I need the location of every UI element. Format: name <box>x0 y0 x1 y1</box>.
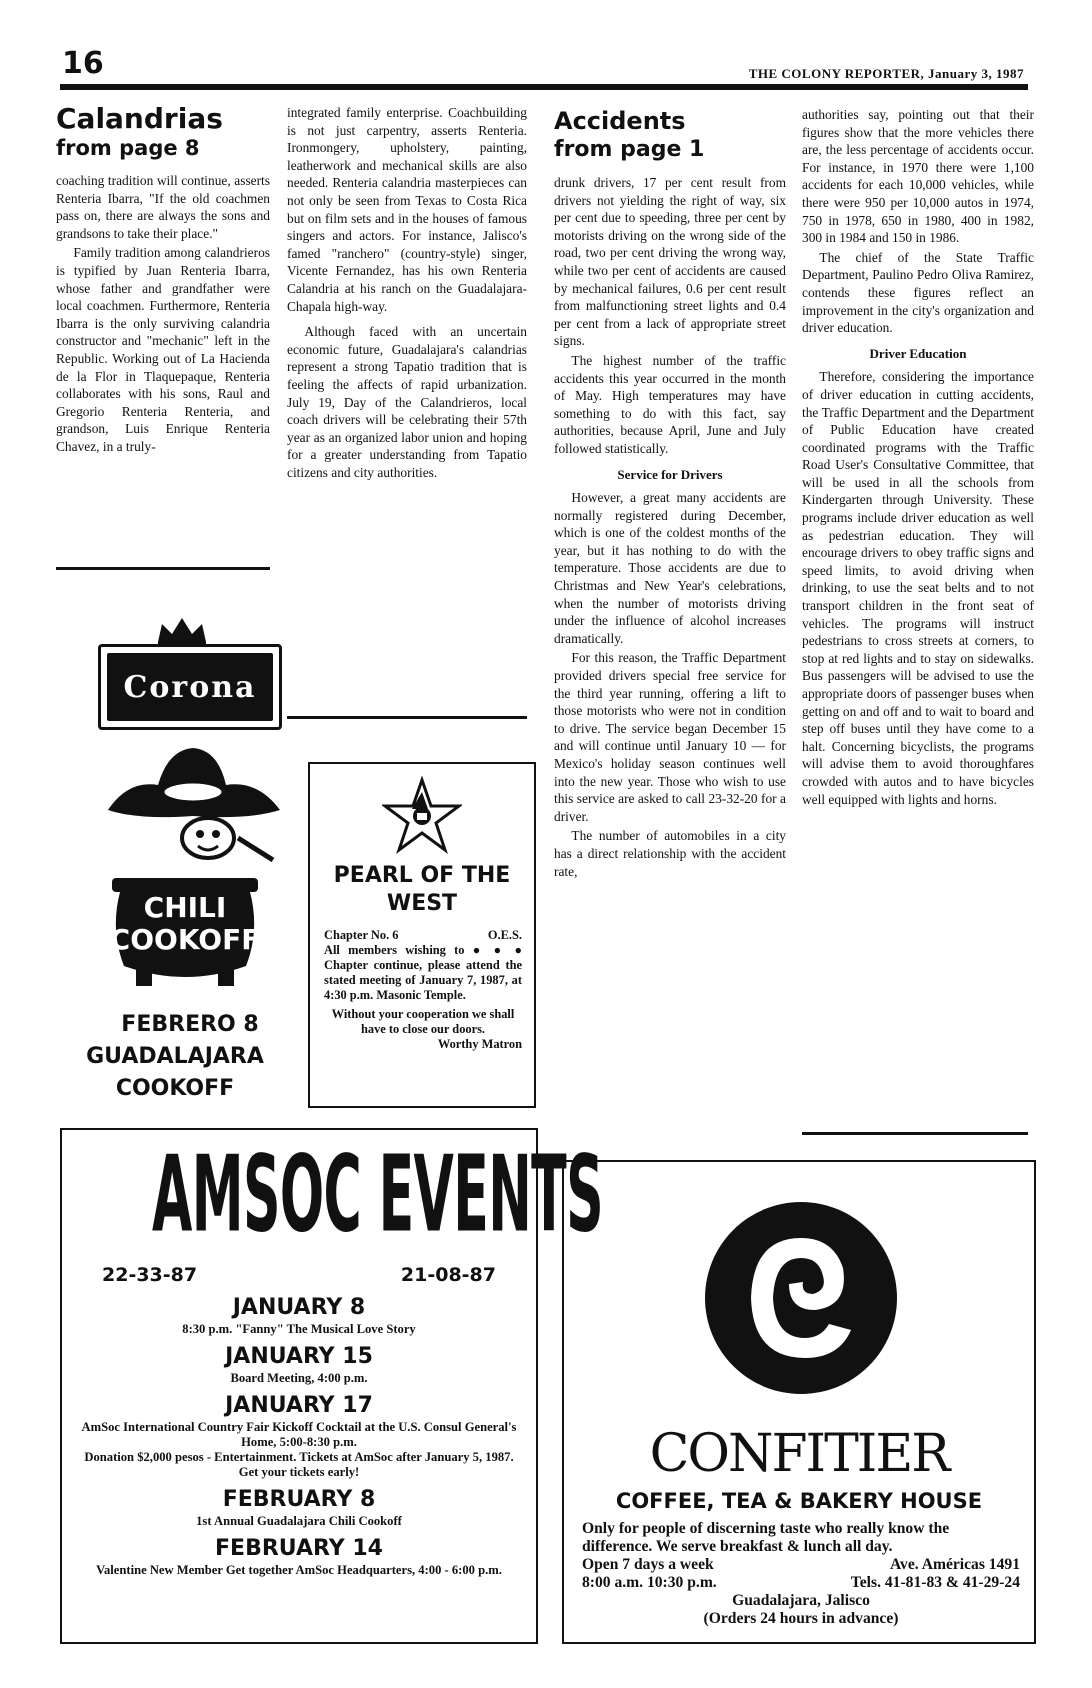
amsoc-event-detail: 8:30 p.m. "Fanny" The Musical Love Story <box>182 1322 416 1336</box>
confitier-open-days: Open 7 days a week <box>582 1556 714 1573</box>
subhead-service-for-drivers: Service for Drivers <box>617 466 723 482</box>
sombrero-chili-mascot-icon <box>98 740 288 870</box>
confitier-tagline: Only for people of discerning taste who really know the difference. We serve breakfast & lunch all day. <box>582 1520 950 1555</box>
confitier-hours: 8:00 a.m. 10:30 p.m. <box>582 1574 717 1591</box>
article-paragraph: However, a great many accidents are normally registered during December, which is one of the coldest months of the year, but it has nothing to do with the temperature. Those accidents are due to Christmas and New Year's celebrations, when the number of motorists driving under the influence of alcohol increases dramatically. <box>554 490 786 646</box>
confitier-subtitle: COFFEE, TEA & BAKERY HOUSE <box>615 1489 983 1513</box>
pearl-signature: Worthy Matron <box>437 1037 522 1051</box>
accidents-column-1 <box>554 106 786 882</box>
pearl-title: PEARL OF THE WEST <box>333 863 511 916</box>
confitier-orders: (Orders 24 hours in advance) <box>703 1610 899 1627</box>
amsoc-event <box>74 1392 524 1480</box>
header-rule <box>60 84 1028 90</box>
article-paragraph: coaching tradition will continue, asserts Renteria Ibarra, "If the old coachmen pass on, there are always the sons and grandsons to take their place." <box>56 173 270 241</box>
calandrias-headline: Calandrias <box>56 102 223 135</box>
pearl-chapter-line <box>324 928 522 943</box>
column-rule <box>802 1132 1028 1135</box>
confitier-address: Ave. Américas 1491 <box>889 1556 1020 1573</box>
confitier-city: Guadalajara, Jalisco <box>732 1592 870 1609</box>
pot-label <box>98 892 272 956</box>
confitier-row <box>582 1556 1020 1574</box>
article-paragraph: The chief of the State Traffic Department, Paulino Pedro Oliva Ramirez, contends these figures reflect an improvement in the city's organization and driver education. <box>802 249 1034 336</box>
calandrias-column-1 <box>56 104 270 458</box>
confitier-name: CONFITIER <box>649 1424 949 1484</box>
article-paragraph: authorities say, pointing out that their figures show that the more vehicles there are, the less percentage of accidents occur. For instance, in 1970 there were 1,100 accidents for each 10,000 vehicles, while there were 950 per 10,000 autos in 1974, 750 in 1978, 650 in 1980, 400 in 1982, 300 in 1984 and 150 in 1986. <box>802 107 1034 246</box>
amsoc-event-detail: Board Meeting, 4:00 p.m. <box>230 1371 368 1385</box>
article-paragraph: The number of automobiles in a city has a direct relationship with the accident rate, <box>554 828 786 879</box>
amsoc-event <box>74 1294 524 1337</box>
amsoc-event-month: JANUARY 8 <box>232 1295 366 1320</box>
amsoc-title: AMSOC EVENTS <box>152 1132 603 1256</box>
corona-brand: Corona <box>107 653 273 721</box>
accidents-kicker: from page 1 <box>554 137 705 162</box>
amsoc-event-detail: 1st Annual Guadalajara Chili Cookoff <box>196 1514 402 1528</box>
confitier-logo-icon <box>701 1198 901 1398</box>
pearl-closing: Without your cooperation we shall have to close our doors. <box>331 1007 515 1036</box>
pearl-chapter: Chapter No. 6 <box>324 928 399 942</box>
calandrias-column-2 <box>287 104 527 483</box>
amsoc-event-detail: Valentine New Member Get together AmSoc Headquarters, 4:00 - 6:00 p.m. <box>96 1563 502 1577</box>
pearl-notice: All members wishing to ● ● ● Chapter continue, please attend the stated meeting of January 7, 1987, at 4:30 p.m. Masonic Temple. <box>324 943 522 1002</box>
crown-icon <box>152 612 212 648</box>
pearl-order: O.E.S. <box>487 928 522 942</box>
amsoc-event <box>74 1486 524 1529</box>
eastern-star-emblem-icon <box>382 776 462 856</box>
article-paragraph: Although faced with an uncertain economic future, Guadalajara's calandrias represent a strong Tapatio tradition that is feeling the affects of rapid urbanization. July 19, Day of the Calandrieros, local coach drivers will be celebrating their 57th year as an organized labor union and hoping for a greater understanding from Tapatio citizens and city authorities. <box>287 324 527 480</box>
subhead-driver-education: Driver Education <box>869 345 967 361</box>
amsoc-events-ad <box>60 1128 603 1644</box>
amsoc-event <box>74 1535 524 1578</box>
column-rule <box>287 716 527 719</box>
amsoc-event-month: FEBRUARY 8 <box>222 1487 376 1512</box>
article-paragraph: Family tradition among calandrieros is typified by Juan Renteria Ibarra, whose father and grandfather were local coachmen. Furthermore, Renteria Ibarra is the only surviving calandria constructor and "mechanic" left in the Republic. Working out of La Hacienda de la Flor in Tlaquepaque, Renteria collaborates with his sons, Raul and Gregorio Renteria Renteria, and grandson, Luis Enrique Renteria Chavez, in a truly- <box>56 245 270 454</box>
running-head: THE COLONY REPORTER, January 3, 1987 <box>748 66 1024 81</box>
amsoc-event-detail: AmSoc International Country Fair Kickoff Cocktail at the U.S. Consul General's Home, 5:00-8:30 p.m. <box>81 1420 517 1449</box>
cookoff-event: COOKOFF <box>115 1076 235 1101</box>
amsoc-event-month: FEBRUARY 14 <box>215 1536 383 1561</box>
page-number: 16 <box>62 46 104 81</box>
pot-label-chili: CHILI <box>143 891 227 924</box>
article-paragraph: Therefore, considering the importance of driver education in cutting accidents, the Traffic Department and the Department of Public Education have created coordinated programs with the Traffic Road User's Consultative Committee, that will be used in all the schools from Kindergarten through University. These programs include driver education as well as pedestrian education. They will encourage drivers to obey traffic signs and speed limits, to avoid driving when drinking, to use the seat belts and to not transport children in the front seat of vehicles. The programs will instruct pedestrians to cross streets at corners, to stop at red lights and to stay on sidewalks. Bus passengers will be advised to use the appropriate doors of passenger buses when getting on and off and to wait to board and step off buses until they have come to a halt. Concerning bicyclists, the programs will advise them to avoid thoroughfares crowded with autos and to have bicycles well equipped with lights and horns. <box>802 369 1034 807</box>
confitier-phones: Tels. 41-81-83 & 41-29-24 <box>850 1574 1020 1591</box>
article-paragraph: integrated family enterprise. Coachbuilding is not just carpentry, asserts Renteria. Ironmongery, upholstery, painting, leatherwork and mechanical skills are also needed. Renteria calandria masterpieces can not only be seen from Texas to Costa Rica but on film sets and in the houses of famous singers and actors. For instance, Jalisco's famed "ranchero" (country-style) singer, Vicente Fernandez, has his own Renteria Calandria at his ranch on the Guadalajara-Chapala high-way. <box>287 105 527 314</box>
cookoff-date: FEBRERO 8 <box>121 1012 259 1037</box>
pearl-body <box>324 928 522 1052</box>
corona-logo <box>98 644 282 730</box>
accidents-headline: Accidents <box>554 107 686 135</box>
amsoc-event-list <box>74 1294 524 1578</box>
article-paragraph: The highest number of the traffic accidents this year occurred in the month of May. High temperatures may have something to do with this fact, say authorities, because April, June and July followed statistically. <box>554 352 786 456</box>
calandrias-kicker: from page 8 <box>56 136 200 160</box>
amsoc-phone-left: 22-33-87 <box>102 1264 198 1286</box>
article-paragraph: For this reason, the Traffic Department provided drivers special free service for the third year running, offering a lift to those motorists who were not in condition to drive. The service began December 15 and will continue until January 10 — for Mexico's holiday season continues well into the new year. Those who wish to use this service are asked to call 23-32-20 for a driver. <box>554 650 786 824</box>
amsoc-phone-right: 21-08-87 <box>400 1264 496 1286</box>
amsoc-event-month: JANUARY 17 <box>225 1393 373 1418</box>
pearl-of-the-west-ad <box>308 762 536 1108</box>
column-rule <box>56 567 270 570</box>
amsoc-event-detail: Donation $2,000 pesos - Entertainment. Tickets at AmSoc after January 5, 1987. Get your tickets early! <box>84 1450 514 1479</box>
cookoff-city: GUADALAJARA <box>86 1044 264 1069</box>
pot-label-cookoff: COOKOFF <box>109 923 261 956</box>
confitier-row <box>582 1574 1020 1592</box>
amsoc-event <box>74 1343 524 1386</box>
article-paragraph: drunk drivers, 17 per cent result from drivers not yielding the right of way, six per cent due to speeding, three per cent by motorists driving on the wrong side of the road, two per cent driving the wrong way, while two per cent of accidents are caused by mechanical failures, 0.6 per cent result from malfunctioning street lights and 0.4 per cent from a lack of appropriate street signs. <box>554 175 786 349</box>
confitier-details <box>582 1520 1020 1628</box>
accidents-column-2 <box>802 106 1034 810</box>
confitier-ad <box>562 1160 1036 1644</box>
amsoc-event-month: JANUARY 15 <box>225 1344 373 1369</box>
